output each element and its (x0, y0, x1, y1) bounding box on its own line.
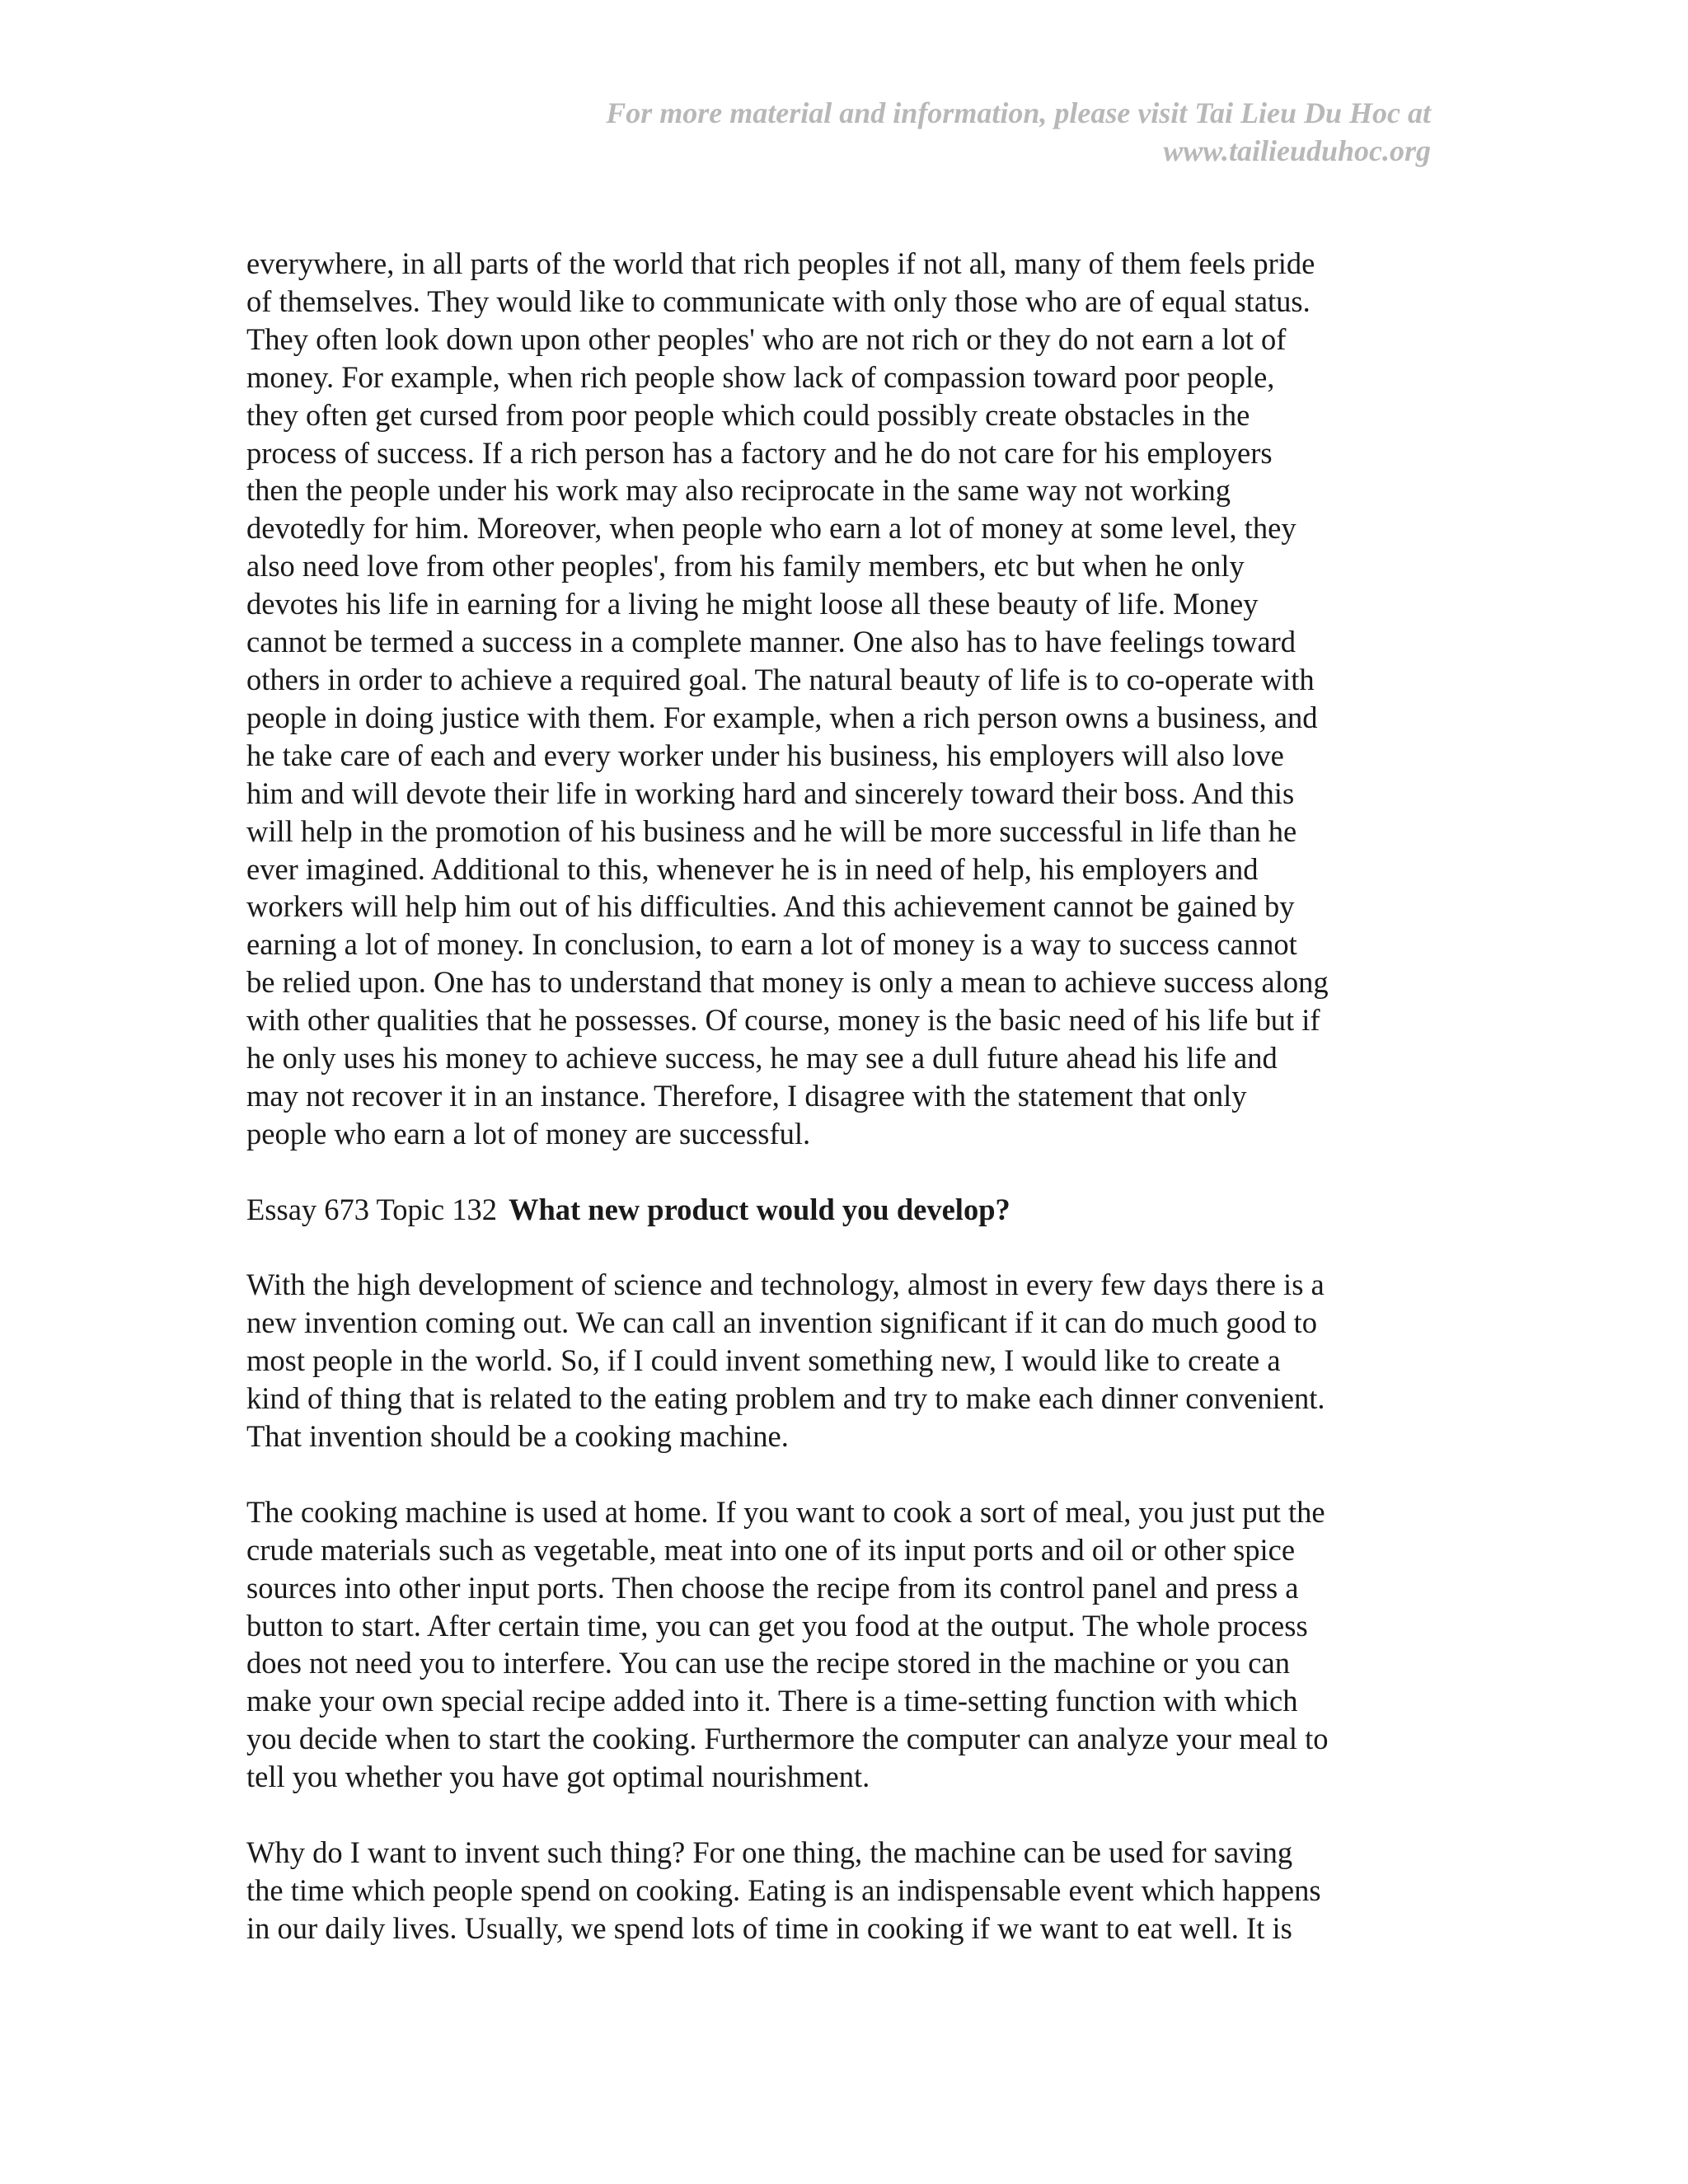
essay-title: What new product would you develop? (508, 1192, 1010, 1226)
text-line: does not need you to interfere. You can use the recipe stored in the machine or you can (246, 1646, 1290, 1680)
text-line: kind of thing that is related to the eating problem and try to make each dinner convenient. (246, 1381, 1325, 1416)
text-line: The cooking machine is used at home. If you want to cook a sort of meal, you just put the (246, 1494, 1325, 1529)
text-line: in our daily lives. Usually, we spend lots of time in cooking if we want to eat well. It is (246, 1910, 1292, 1945)
text-line: people in doing justice with them. For example, when a rich person owns a business, and (246, 700, 1318, 734)
paragraph-3 (246, 1493, 1433, 1796)
paragraph-4 (246, 1834, 1433, 1947)
header-line-1: For more material and information, please visit Tai Lieu Du Hoc at (606, 96, 1431, 129)
paragraph-gap (246, 1796, 1433, 1834)
text-line: with other qualities that he possesses. Of course, money is the basic need of his life but if (246, 1003, 1320, 1038)
text-line: tell you whether you have got optimal nourishment. (246, 1760, 870, 1794)
text-line: also need love from other peoples', from his family members, etc but when he only (246, 549, 1245, 583)
text-line: most people in the world. So, if I could invent something new, I would like to create a (246, 1343, 1281, 1378)
paragraph-2 (246, 1266, 1433, 1455)
paragraph-gap (246, 1229, 1433, 1267)
text-line: make your own special recipe added into it. There is a time-setting function with which (246, 1684, 1298, 1718)
essay-label: Essay 673 Topic 132 (246, 1192, 497, 1226)
text-line: others in order to achieve a required goal. The natural beauty of life is to co-operate with (246, 662, 1315, 696)
text-line: cannot be termed a success in a complete manner. One also has to have feelings toward (246, 625, 1296, 659)
text-line: be relied upon. One has to understand that money is only a mean to achieve success along (246, 965, 1329, 1000)
essay-heading (246, 1191, 1433, 1229)
text-line: he take care of each and every worker under his business, his employers will also love (246, 738, 1284, 772)
text-line: he only uses his money to achieve success, he may see a dull future ahead his life and (246, 1041, 1278, 1076)
text-line: Why do I want to invent such thing? For one thing, the machine can be used for saving (246, 1835, 1293, 1869)
text-line: they often get cursed from poor people which could possibly create obstacles in the (246, 397, 1250, 432)
text-line: will help in the promotion of his business and he will be more successful in life than he (246, 813, 1297, 848)
text-line: then the people under his work may also reciprocate in the same way not working (246, 473, 1231, 508)
text-line: crude materials such as vegetable, meat into one of its input ports and oil or other spice (246, 1532, 1296, 1567)
text-line: you decide when to start the cooking. Furthermore the computer can analyze your meal to (246, 1722, 1329, 1756)
text-line: him and will devote their life in working hard and sincerely toward their boss. And this (246, 776, 1295, 810)
text-line: sources into other input ports. Then choose the recipe from its control panel and press a (246, 1570, 1299, 1605)
text-line: earning a lot of money. In conclusion, to earn a lot of money is a way to success cannot (246, 927, 1297, 962)
document-body (246, 245, 1433, 1947)
paragraph-gap (246, 1455, 1433, 1493)
text-line: button to start. After certain time, you can get you food at the output. The whole process (246, 1608, 1308, 1643)
header-line-2: www.tailieuduhoc.org (1163, 134, 1431, 167)
text-line: of themselves. They would like to communicate with only those who are of equal status. (246, 284, 1311, 318)
paragraph-1 (246, 245, 1433, 1153)
text-line: With the high development of science and technology, almost in every few days there is a (246, 1268, 1325, 1302)
text-line: process of success. If a rich person has a factory and he do not care for his employers (246, 435, 1273, 470)
text-line: ever imagined. Additional to this, whenever he is in need of help, his employers and (246, 851, 1259, 886)
text-line: new invention coming out. We can call an invention significant if it can do much good to (246, 1305, 1317, 1340)
text-line: devotes his life in earning for a living he might loose all these beauty of life. Money (246, 587, 1259, 621)
text-line: workers will help him out of his difficulties. And this achievement cannot be gained by (246, 889, 1295, 924)
text-line: everywhere, in all parts of the world that rich peoples if not all, many of them feels pride (246, 246, 1315, 280)
text-line: That invention should be a cooking machine. (246, 1419, 789, 1454)
text-line: money. For example, when rich people show lack of compassion toward poor people, (246, 359, 1275, 394)
text-line: They often look down upon other peoples' who are not rich or they do not earn a lot of (246, 321, 1287, 356)
text-line: devotedly for him. Moreover, when people who earn a lot of money at some level, they (246, 511, 1296, 546)
text-line: may not recover it in an instance. Therefore, I disagree with the statement that only (246, 1078, 1247, 1113)
page-header (442, 94, 1431, 170)
paragraph-gap (246, 1153, 1433, 1191)
text-line: the time which people spend on cooking. Eating is an indispensable event which happens (246, 1872, 1321, 1907)
text-line: people who earn a lot of money are successful. (246, 1116, 811, 1151)
